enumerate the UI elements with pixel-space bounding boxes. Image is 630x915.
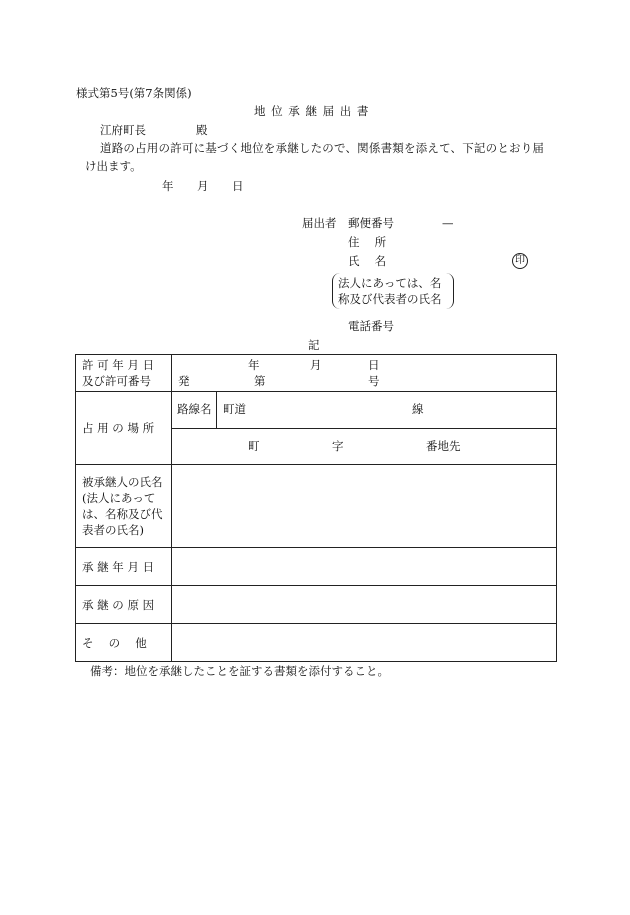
table-row-predecessor	[76, 465, 557, 548]
permit-day: 日	[368, 358, 380, 372]
permit-dai: 第	[254, 374, 266, 388]
succession-date-label: 承 継 年 月 日	[82, 559, 155, 574]
permit-month: 月	[310, 358, 322, 372]
other-label: そ の 他	[82, 635, 147, 650]
honorific: 殿	[196, 123, 208, 137]
succession-date-label-cell	[76, 548, 172, 586]
route-value-cell[interactable]	[217, 392, 556, 428]
address-banchi: 番地先	[426, 439, 461, 453]
table-row-permit	[76, 355, 557, 392]
address-label: 住 所	[348, 235, 387, 249]
route-line-suffix: 線	[412, 402, 424, 416]
succession-cause-value-cell[interactable]	[172, 586, 557, 624]
permit-year: 年	[248, 358, 260, 372]
predecessor-label-line3: は、名称及び代	[82, 507, 163, 521]
permit-label-line2: 及び許可番号	[82, 374, 151, 388]
permit-hatsu: 発	[178, 374, 190, 388]
predecessor-value-cell[interactable]	[172, 465, 557, 548]
corp-note-line2: 称及び代表者の氏名	[338, 292, 442, 306]
address-aza: 字	[332, 439, 344, 453]
date-month: 月	[197, 179, 209, 193]
town-road: 町道	[223, 402, 246, 416]
remarks-note: 備考：地位を承継したことを証する書類を添付すること。	[90, 664, 389, 678]
ki-label: 記	[308, 338, 320, 352]
form-number: 様式第5号(第7条関係)	[76, 86, 192, 100]
permit-label-line1: 許 可 年 月 日	[82, 358, 155, 372]
body-text-line2: け出ます。	[85, 159, 142, 173]
table-row-succession-cause	[76, 586, 557, 624]
phone-label: 電話番号	[348, 319, 394, 333]
location-label-cell	[76, 392, 172, 465]
predecessor-label-line2: (法人にあって	[82, 491, 156, 505]
postal-label: 郵便番号	[348, 216, 394, 230]
permit-value-cell[interactable]	[172, 355, 557, 392]
table-row-location	[76, 392, 557, 465]
table-row-other	[76, 624, 557, 662]
address-value-cell[interactable]	[172, 429, 556, 464]
route-label: 路線名	[177, 402, 212, 416]
predecessor-label-cell	[76, 465, 172, 548]
other-label-cell	[76, 624, 172, 662]
permit-label-cell	[76, 355, 172, 392]
address-cho: 町	[248, 439, 260, 453]
location-label: 占 用 の 場 所	[82, 421, 155, 435]
location-value-cell	[172, 392, 557, 465]
permit-go: 号	[368, 374, 380, 388]
corp-note-line1: 法人にあっては、名	[338, 276, 442, 290]
form-table	[75, 354, 557, 662]
applicant-label: 届出者	[302, 216, 337, 230]
predecessor-label-line1: 被承継人の氏名	[82, 475, 163, 489]
name-label: 氏 名	[348, 254, 387, 268]
succession-date-value-cell[interactable]	[172, 548, 557, 586]
date-year: 年	[162, 179, 174, 193]
document-title: 地 位 承 継 届 出 書	[254, 104, 370, 118]
table-row-succession-date	[76, 548, 557, 586]
seal-mark: 印	[512, 253, 528, 269]
date-day: 日	[232, 179, 244, 193]
postal-dash: —	[442, 216, 454, 230]
succession-cause-label-cell	[76, 586, 172, 624]
other-value-cell[interactable]	[172, 624, 557, 662]
predecessor-label-line4: 表者の氏名)	[82, 523, 144, 537]
succession-cause-label: 承 継 の 原 因	[82, 597, 155, 612]
body-text-line1: 道路の占用の許可に基づく地位を承継したので、関係書類を添えて、下記のとおり届	[100, 141, 545, 155]
route-label-cell	[172, 392, 217, 428]
addressee: 江府町長	[100, 123, 146, 137]
